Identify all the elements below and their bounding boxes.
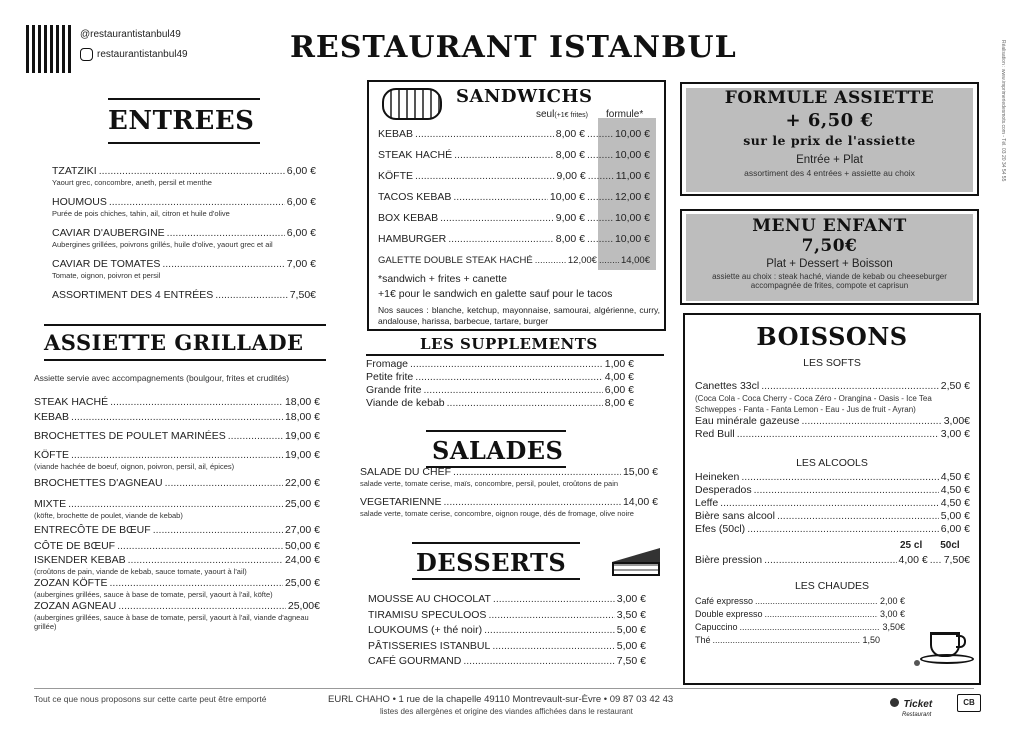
list-item: STEAK HACHÉ ..... 8,00 € ..... 10,00 € bbox=[378, 149, 650, 162]
grillade-list bbox=[34, 396, 320, 631]
boissons-title: BOISSONS bbox=[756, 322, 908, 351]
list-item: Leffe ..... 4,50 € bbox=[695, 497, 970, 510]
sandwich-sauces: Nos sauces : blanche, ketchup, mayonnaise, samourai, algérienne, curry, andalouse, harissa, barbecue, tartare, burger bbox=[378, 305, 660, 326]
enfant-detail-2: accompagnée de frites, compote et caprisun bbox=[750, 281, 909, 290]
list-item: CAFÉ GOURMAND ..... 7,50 € bbox=[368, 655, 646, 668]
enfant-content bbox=[686, 216, 973, 290]
side-note: Réalisation : www.imprimeriedesmots.com - Tél. 03 20 34 54 55 bbox=[1000, 40, 1006, 182]
list-item: MOUSSE AU CHOCOLAT ..... 3,00 € bbox=[368, 593, 646, 606]
list-item: STEAK HACHÉ ..... 18,00 € bbox=[34, 396, 320, 409]
list-item: Heineken ..... 4,50 € bbox=[695, 471, 970, 484]
ticket-icon bbox=[890, 698, 899, 707]
list-item: CÔTE DE BŒUF ..... 50,00 € bbox=[34, 540, 320, 553]
sandwichs-title: SANDWICHS bbox=[456, 86, 593, 107]
list-item: Petite frite ..... 4,00 € bbox=[366, 371, 634, 384]
facebook-handle: @restaurantistanbul49 bbox=[80, 29, 181, 40]
list-item: Bière sans alcool ..... 5,00 € bbox=[695, 510, 970, 523]
chaudes-list bbox=[695, 596, 905, 645]
formule-price: + 6,50 € bbox=[785, 110, 874, 131]
salades-rule-top bbox=[426, 430, 566, 432]
cb-logo: CB bbox=[957, 694, 981, 712]
sandwich-col-header-seul: seul(+1€ frites) bbox=[536, 109, 589, 120]
grillade-title: ASSIETTE GRILLADE bbox=[44, 330, 304, 355]
instagram-row bbox=[80, 48, 188, 61]
list-item: ENTRECÔTE DE BŒUF ..... 27,00 € bbox=[34, 524, 320, 537]
list-item: CAVIAR DE TOMATES ..... 7,00 € Tomate, oignon, poivron et persil bbox=[52, 258, 316, 280]
supplements-list bbox=[366, 358, 634, 410]
list-item: VEGETARIENNE ..... 14,00 € salade verte, tomate cerise, concombre, oignon rouge, dés de fromage, olive noire bbox=[360, 496, 658, 518]
restaurant-title: RESTAURANT ISTANBUL bbox=[290, 30, 737, 65]
desserts-rule-bottom bbox=[412, 578, 580, 580]
list-item: ZOZAN AGNEAU ..... 25,00€ (aubergines grillées, sauce à base de tomate, persil, yaourt à l'ail, viande d'agneau grillée) bbox=[34, 600, 320, 631]
instagram-handle: restaurantistanbul49 bbox=[97, 49, 188, 60]
footer-address: EURL CHAHO • 1 rue de la chapelle 49110 Montrevault-sur-Èvre • 09 87 03 42 43 bbox=[328, 694, 674, 705]
footer-rule bbox=[34, 688, 974, 689]
instagram-icon bbox=[80, 48, 93, 61]
list-item: HOUMOUS ..... 6,00 € Purée de pois chiches, tahin, ail, citron et huile d'olive bbox=[52, 196, 316, 218]
sandwich-col-header-formule: formule* bbox=[606, 109, 644, 120]
desserts-rule-top bbox=[412, 542, 580, 544]
list-item: MIXTE ..... 25,00 € (köfte, brochette de poulet, viande de kebab) bbox=[34, 498, 320, 520]
list-item: ASSORTIMENT DES 4 ENTRÉES ..... 7,50€ bbox=[52, 289, 316, 302]
sandwich-icon bbox=[382, 88, 442, 120]
list-item: Café expresso ..... 2,00 € bbox=[695, 596, 905, 606]
list-item: TACOS KEBAB ..... 10,00 € ..... 12,00 € bbox=[378, 191, 650, 204]
list-item: Grande frite ..... 6,00 € bbox=[366, 384, 634, 397]
grillade-intro: Assiette servie avec accompagnements (boulgour, frites et crudités) bbox=[34, 373, 290, 383]
formule-main: Entrée + Plat bbox=[796, 154, 863, 166]
list-item: LOUKOUMS (+ thé noir) ..... 5,00 € bbox=[368, 624, 646, 637]
list-item: TIRAMISU SPECULOOS ..... 3,50 € bbox=[368, 609, 646, 622]
chaudes-title: LES CHAUDES bbox=[794, 580, 870, 592]
qr-code bbox=[26, 25, 74, 73]
facebook-row bbox=[80, 29, 181, 40]
list-item: PÂTISSERIES ISTANBUL ..... 5,00 € bbox=[368, 640, 646, 653]
grillade-rule-top bbox=[44, 324, 326, 326]
formule-detail: assortiment des 4 entrées + assiette au choix bbox=[744, 168, 915, 178]
list-item: ZOZAN KÖFTE ..... 25,00 € (aubergines grillées, sauce à base de tomate, persil, yaourt à l'ail, köfte) bbox=[34, 577, 320, 599]
list-item: SALADE DU CHEF ..... 15,00 € salade verte, tomate cerise, maïs, concombre, persil, poulet, croûtons de pain bbox=[360, 466, 658, 488]
cake-icon bbox=[608, 540, 664, 580]
sandwich-note-formule: *sandwich + frites + canette bbox=[378, 273, 507, 285]
supplements-rule bbox=[366, 354, 664, 356]
enfant-main: Plat + Dessert + Boisson bbox=[766, 258, 893, 270]
pression-row: Bière pression ..... 4,00 € ..... 7,50€ bbox=[695, 554, 970, 567]
list-item: Double expresso ..... 3,00 € bbox=[695, 609, 905, 619]
list-item: Fromage ..... 1,00 € bbox=[366, 358, 634, 371]
entrees-list bbox=[52, 165, 316, 302]
desserts-list bbox=[368, 593, 646, 668]
formule-content bbox=[686, 88, 973, 178]
desserts-title: DESSERTS bbox=[416, 548, 567, 577]
list-item: KEBAB ..... 18,00 € bbox=[34, 411, 320, 424]
formule-title: FORMULE ASSIETTE bbox=[724, 88, 935, 108]
entrees-rule-bottom bbox=[108, 142, 260, 144]
salades-list bbox=[360, 466, 658, 518]
list-item: Red Bull ..... 3,00 € bbox=[695, 428, 970, 441]
softs-title: LES SOFTS bbox=[803, 357, 861, 369]
enfant-price: 7,50€ bbox=[801, 236, 858, 256]
list-item: Desperados ..... 4,50 € bbox=[695, 484, 970, 497]
enfant-title: MENU ENFANT bbox=[752, 216, 907, 236]
entrees-title: ENTREES bbox=[108, 106, 255, 136]
list-item: ISKENDER KEBAB ..... 24,00 € (croûtons de pain, viande de kebab, sauce tomate, yaourt à l'ail) bbox=[34, 554, 320, 576]
list-item: BROCHETTES D'AGNEAU ..... 22,00 € bbox=[34, 477, 320, 490]
alcools-title: LES ALCOOLS bbox=[796, 457, 868, 469]
list-item: Viande de kebab ..... 8,00 € bbox=[366, 397, 634, 410]
footer-allergens: listes des allergènes et origine des viandes affichées dans le restaurant bbox=[380, 707, 633, 716]
list-item: BROCHETTES DE POULET MARINÉES ..... 19,00 € bbox=[34, 430, 320, 443]
ticket-restaurant-logo: Ticket Restaurant bbox=[890, 694, 932, 718]
list-item: BOX KEBAB ..... 9,00 € ..... 10,00 € bbox=[378, 212, 650, 225]
enfant-detail-1: assiette au choix : steak haché, viande de kebab ou cheeseburger bbox=[712, 272, 947, 281]
pression-col-header: 25 cl 50cl bbox=[900, 540, 960, 551]
list-item: Canettes 33cl ..... 2,50 € (Coca Cola - Coca Cherry - Coca Zéro - Orangina - Oasis - Ice Tea Schweppes - Fanta - Fanta Lemon - Eau - Jus de fruit - Ayran) bbox=[695, 380, 970, 415]
list-item: KÖFTE ..... 19,00 € (viande hachée de boeuf, oignon, poivron, persil, ail, épices) bbox=[34, 449, 320, 471]
salades-title: SALADES bbox=[432, 436, 564, 465]
softs-list bbox=[695, 380, 970, 441]
list-item: Eau minérale gazeuse ..... 3,00€ bbox=[695, 415, 970, 428]
list-item: KÖFTE ..... 9,00 € ..... 11,00 € bbox=[378, 170, 650, 183]
grillade-rule-bottom bbox=[44, 359, 326, 361]
list-item: GALETTE DOUBLE STEAK HACHÉ ..... 12,00€ ..... 14,00€ bbox=[378, 254, 650, 267]
supplements-title: LES SUPPLEMENTS bbox=[420, 335, 598, 353]
list-item: CAVIAR D'AUBERGINE ..... 6,00 € Aubergines grillées, poivrons grillés, huile d'olive, yaourt grec et ail bbox=[52, 227, 316, 249]
entrees-rule-top bbox=[108, 98, 260, 100]
sandwich-note-galette: +1€ pour le sandwich en galette sauf pour le tacos bbox=[378, 288, 613, 300]
list-item: KEBAB ..... 8,00 € ..... 10,00 € bbox=[378, 128, 650, 141]
list-item: Thé ..... 1,50 bbox=[695, 635, 880, 645]
list-item: HAMBURGER ..... 8,00 € ..... 10,00 € bbox=[378, 233, 650, 246]
formule-sub: sur le prix de l'assiette bbox=[743, 133, 916, 148]
list-item: Capuccino ..... 3,50€ bbox=[695, 622, 905, 632]
list-item: Efes (50cl) ..... 6,00 € bbox=[695, 523, 970, 536]
sandwichs-list bbox=[378, 128, 650, 267]
alcools-list bbox=[695, 471, 970, 536]
list-item: TZATZIKI ..... 6,00 € Yaourt grec, concombre, aneth, persil et menthe bbox=[52, 165, 316, 187]
coffee-cup-icon bbox=[912, 620, 972, 668]
footer-disclaimer: Tout ce que nous proposons sur cette carte peut être emporté bbox=[34, 694, 267, 704]
